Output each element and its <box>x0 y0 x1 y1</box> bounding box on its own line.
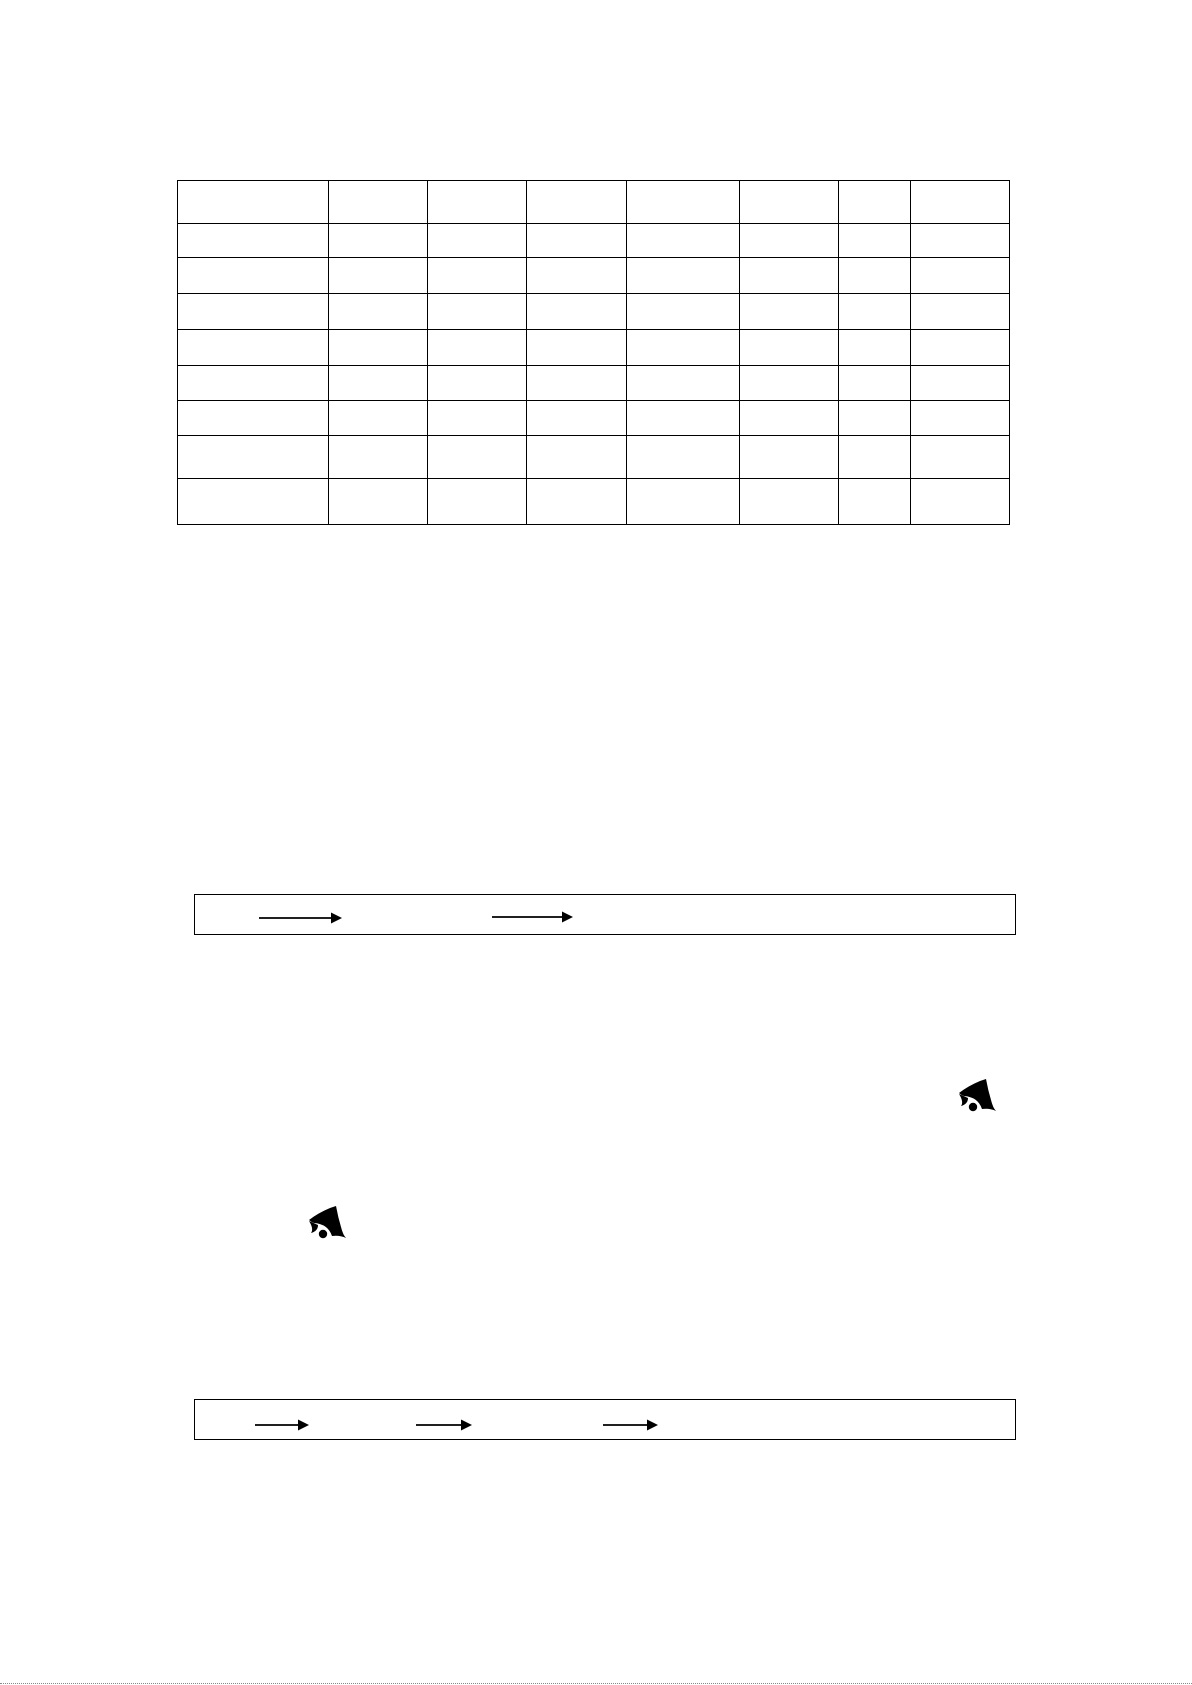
table-cell <box>428 294 527 330</box>
table-cell <box>329 294 428 330</box>
data-table <box>177 180 1010 525</box>
table-cell <box>428 181 527 224</box>
table-cell <box>839 366 911 401</box>
table-cell <box>527 294 627 330</box>
table-cell <box>527 436 627 479</box>
table-cell <box>911 330 1010 366</box>
table-cell <box>329 401 428 436</box>
table-cell <box>527 366 627 401</box>
table-cell <box>911 258 1010 294</box>
flow-box-1 <box>194 894 1016 935</box>
table-cell <box>178 294 329 330</box>
table-cell <box>839 181 911 224</box>
table-cell <box>627 224 740 258</box>
right-arrow-icon <box>416 1420 472 1431</box>
table-cell <box>911 401 1010 436</box>
table-cell <box>178 401 329 436</box>
table-cell <box>740 224 839 258</box>
table-cell <box>839 258 911 294</box>
table-cell <box>178 181 329 224</box>
table-cell <box>527 401 627 436</box>
table-row <box>178 181 1010 224</box>
table-cell <box>178 224 329 258</box>
page-edge-rule <box>0 1683 1192 1684</box>
table-cell <box>911 224 1010 258</box>
table-cell <box>627 366 740 401</box>
flow-box-2 <box>194 1399 1016 1440</box>
table-row <box>178 479 1010 525</box>
bell-icon <box>306 1205 350 1243</box>
table-row <box>178 401 1010 436</box>
table-row <box>178 294 1010 330</box>
table-cell <box>178 330 329 366</box>
table-cell <box>839 401 911 436</box>
table-cell <box>740 401 839 436</box>
table-cell <box>740 436 839 479</box>
table-cell <box>178 366 329 401</box>
table-cell <box>839 294 911 330</box>
table-row <box>178 436 1010 479</box>
table-cell <box>911 366 1010 401</box>
table-cell <box>627 479 740 525</box>
table-cell <box>627 330 740 366</box>
table-cell <box>627 181 740 224</box>
table-cell <box>329 330 428 366</box>
table-cell <box>428 479 527 525</box>
table-cell <box>527 479 627 525</box>
bell-icon <box>956 1078 1000 1116</box>
table-row <box>178 330 1010 366</box>
table-cell <box>329 436 428 479</box>
table-cell <box>428 401 527 436</box>
table-cell <box>911 181 1010 224</box>
table-cell <box>178 258 329 294</box>
right-arrow-icon <box>255 1420 309 1431</box>
table-cell <box>329 479 428 525</box>
table-cell <box>178 479 329 525</box>
table-cell <box>527 258 627 294</box>
table-cell <box>329 224 428 258</box>
table-cell <box>740 294 839 330</box>
table-cell <box>839 224 911 258</box>
table-cell <box>740 181 839 224</box>
table-cell <box>428 258 527 294</box>
table-cell <box>740 366 839 401</box>
table-cell <box>329 366 428 401</box>
table-cell <box>839 479 911 525</box>
right-arrow-icon <box>259 913 342 924</box>
table-cell <box>627 258 740 294</box>
table-cell <box>329 258 428 294</box>
table-cell <box>428 436 527 479</box>
table-cell <box>329 181 428 224</box>
table-row <box>178 224 1010 258</box>
table-cell <box>178 436 329 479</box>
table-cell <box>527 330 627 366</box>
table-cell <box>428 330 527 366</box>
right-arrow-icon <box>492 912 573 923</box>
table-cell <box>911 294 1010 330</box>
table-cell <box>527 224 627 258</box>
table-cell <box>911 479 1010 525</box>
table-cell <box>627 401 740 436</box>
right-arrow-icon <box>603 1420 658 1431</box>
table-cell <box>839 330 911 366</box>
table-cell <box>839 436 911 479</box>
table-cell <box>428 366 527 401</box>
table-cell <box>740 258 839 294</box>
table-cell <box>740 330 839 366</box>
table-cell <box>911 436 1010 479</box>
table-row <box>178 258 1010 294</box>
table-cell <box>627 294 740 330</box>
table-cell <box>527 181 627 224</box>
table-row <box>178 366 1010 401</box>
table-cell <box>428 224 527 258</box>
table-cell <box>740 479 839 525</box>
table-cell <box>627 436 740 479</box>
